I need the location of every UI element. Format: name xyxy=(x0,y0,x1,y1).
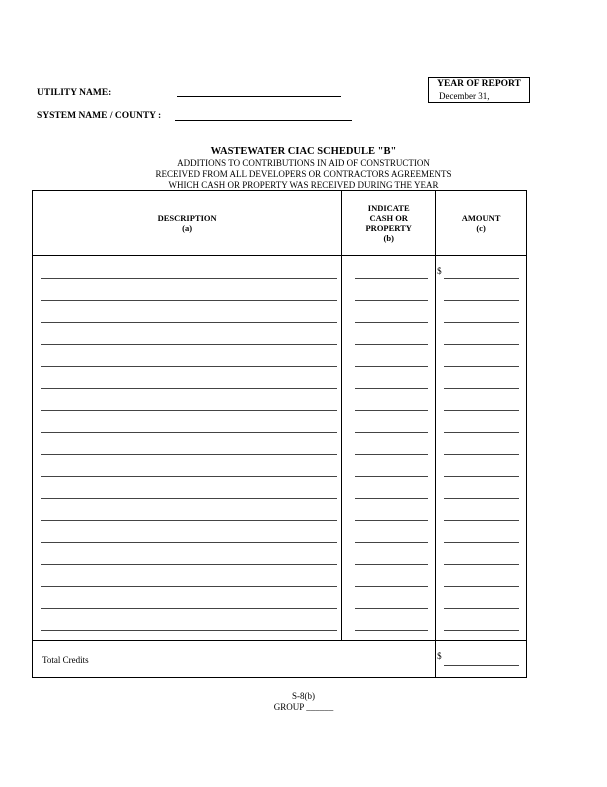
indicate-entry-line[interactable] xyxy=(355,432,428,433)
description-entry-line[interactable] xyxy=(41,410,337,411)
indicate-entry-line[interactable] xyxy=(355,498,428,499)
total-label-cell xyxy=(33,640,436,677)
table-header-row xyxy=(33,191,527,256)
indicate-entry-line[interactable] xyxy=(355,586,428,587)
indicate-column xyxy=(342,256,436,641)
system-name-field[interactable] xyxy=(175,120,352,121)
amount-entry-line[interactable] xyxy=(444,498,519,499)
indicate-entry-line[interactable] xyxy=(355,454,428,455)
amount-entry-line[interactable] xyxy=(444,520,519,521)
amount-entry-line[interactable] xyxy=(444,630,519,631)
description-entry-line[interactable] xyxy=(41,366,337,367)
indicate-entry-line[interactable] xyxy=(355,300,428,301)
description-entry-line[interactable] xyxy=(41,564,337,565)
description-entry-line[interactable] xyxy=(41,608,337,609)
description-entry-line[interactable] xyxy=(41,498,337,499)
indicate-entry-line[interactable] xyxy=(355,564,428,565)
schedule-subtitle-3: WHICH CASH OR PROPERTY WAS RECEIVED DURING THE YEAR xyxy=(168,180,439,190)
indicate-header-line3: PROPERTY xyxy=(365,223,412,234)
amount-header xyxy=(436,191,527,256)
description-entry-line[interactable] xyxy=(41,586,337,587)
system-name-label: SYSTEM NAME / COUNTY : xyxy=(37,111,162,121)
amount-entry-line[interactable] xyxy=(444,388,519,389)
amount-entry-line[interactable] xyxy=(444,278,519,279)
description-entry-line[interactable] xyxy=(41,542,337,543)
schedule-subtitle-1: ADDITIONS TO CONTRIBUTIONS IN AID OF CONSTRUCTION xyxy=(177,158,430,168)
indicate-header-line1: INDICATE xyxy=(367,203,410,214)
indicate-entry-line[interactable] xyxy=(355,278,428,279)
total-row xyxy=(33,640,527,677)
indicate-header-sub: (b) xyxy=(383,233,394,244)
amount-entry-line[interactable] xyxy=(444,476,519,477)
amount-entry-line[interactable] xyxy=(444,366,519,367)
amount-entry-line[interactable] xyxy=(444,608,519,609)
amount-header-sub: (c) xyxy=(476,223,486,234)
description-entry-line[interactable] xyxy=(41,322,337,323)
total-credits-label: Total Credits xyxy=(42,654,89,665)
utility-name-label: UTILITY NAME: xyxy=(37,88,112,98)
indicate-entry-line[interactable] xyxy=(355,366,428,367)
indicate-header xyxy=(342,191,436,256)
total-amount-field[interactable] xyxy=(444,665,519,666)
description-column xyxy=(33,256,342,641)
description-entry-line[interactable] xyxy=(41,344,337,345)
indicate-header-line2: CASH OR xyxy=(369,213,408,224)
year-of-report-date: December 31, xyxy=(439,91,490,101)
description-entry-line[interactable] xyxy=(41,432,337,433)
amount-entry-line[interactable] xyxy=(444,322,519,323)
amount-entry-line[interactable] xyxy=(444,410,519,411)
year-of-report-box xyxy=(428,77,530,103)
group-label: GROUP ______ xyxy=(273,702,334,712)
description-header xyxy=(33,191,342,256)
amount-entry-line[interactable] xyxy=(444,344,519,345)
amount-header-label: AMOUNT xyxy=(461,213,501,224)
description-entry-line[interactable] xyxy=(41,520,337,521)
description-header-label: DESCRIPTION xyxy=(157,213,217,224)
amount-entry-line[interactable] xyxy=(444,454,519,455)
indicate-entry-line[interactable] xyxy=(355,410,428,411)
indicate-entry-line[interactable] xyxy=(355,344,428,345)
description-entry-line[interactable] xyxy=(41,278,337,279)
utility-name-field[interactable] xyxy=(177,96,341,97)
total-dollar-sign: $ xyxy=(437,650,442,661)
amount-column xyxy=(436,256,527,641)
schedule-title: WASTEWATER CIAC SCHEDULE "B" xyxy=(210,146,397,157)
description-entry-line[interactable] xyxy=(41,630,337,631)
description-entry-line[interactable] xyxy=(41,454,337,455)
amount-entry-line[interactable] xyxy=(444,432,519,433)
description-entry-line[interactable] xyxy=(41,476,337,477)
description-entry-line[interactable] xyxy=(41,300,337,301)
table-body-row xyxy=(33,256,527,641)
indicate-entry-line[interactable] xyxy=(355,476,428,477)
indicate-entry-line[interactable] xyxy=(355,630,428,631)
indicate-entry-line[interactable] xyxy=(355,608,428,609)
amount-entry-line[interactable] xyxy=(444,300,519,301)
amount-entry-line[interactable] xyxy=(444,586,519,587)
indicate-entry-line[interactable] xyxy=(355,322,428,323)
description-entry-line[interactable] xyxy=(41,388,337,389)
ciac-table xyxy=(32,190,527,678)
year-of-report-label: YEAR OF REPORT xyxy=(437,79,521,89)
indicate-entry-line[interactable] xyxy=(355,542,428,543)
first-amount-dollar-sign: $ xyxy=(437,266,442,277)
indicate-entry-line[interactable] xyxy=(355,520,428,521)
total-amount-cell xyxy=(436,640,527,677)
page-code: S-8(b) xyxy=(292,691,315,701)
indicate-entry-line[interactable] xyxy=(355,388,428,389)
schedule-subtitle-2: RECEIVED FROM ALL DEVELOPERS OR CONTRACTORS AGREEMENTS xyxy=(155,169,452,179)
description-header-sub: (a) xyxy=(182,223,193,234)
amount-entry-line[interactable] xyxy=(444,542,519,543)
amount-entry-line[interactable] xyxy=(444,564,519,565)
